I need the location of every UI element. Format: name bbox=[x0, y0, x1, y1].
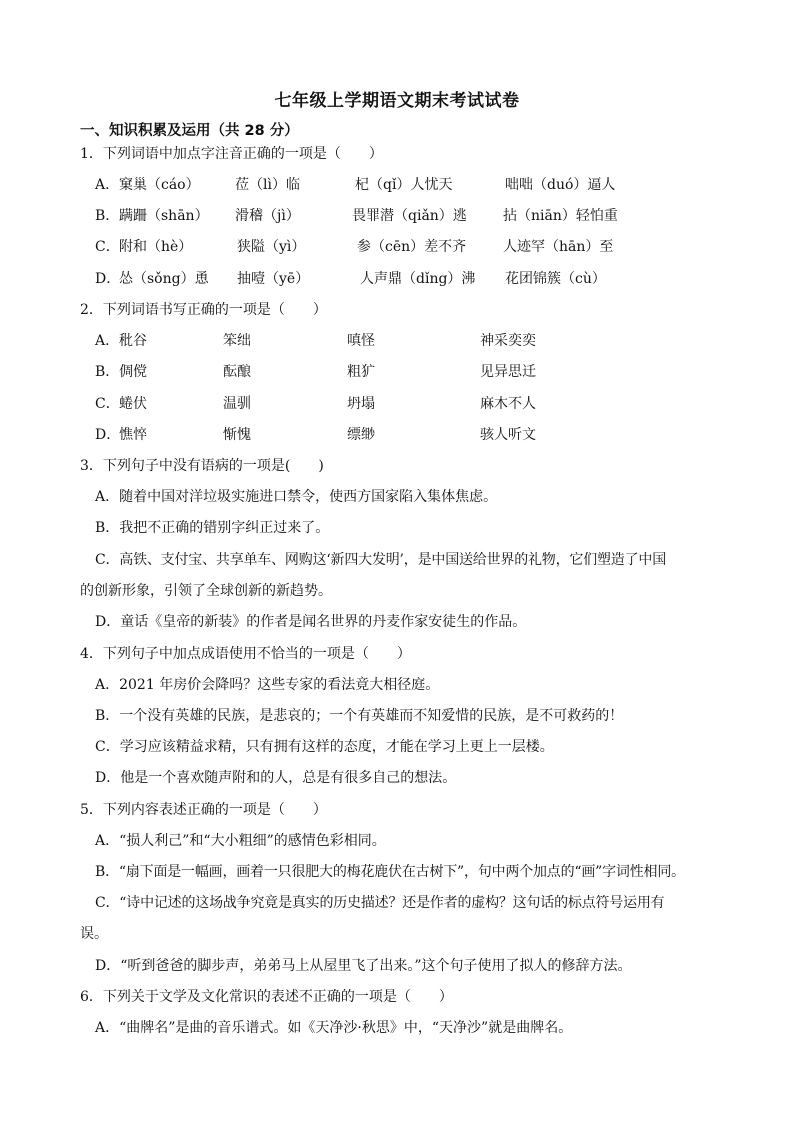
option-cell: 惭愧 bbox=[223, 427, 251, 443]
option-cell: 缥缈 bbox=[347, 427, 375, 443]
option-cell: 杞（qǐ）人忧天 bbox=[355, 177, 453, 193]
question-4-stem: 4．下列句子中加点成语使用不恰当的一项是（ ） bbox=[80, 646, 411, 662]
question-5-option-a: A．“损人利己”和“大小粗细”的感情色彩相同。 bbox=[95, 833, 386, 849]
option-cell: 秕谷 bbox=[119, 333, 147, 349]
option-label: B． bbox=[95, 208, 120, 224]
option-cell: 抽噎（yē） bbox=[237, 271, 310, 287]
question-4-option-a: A．2021 年房价会降吗？这些专家的看法竟大相径庭。 bbox=[95, 677, 440, 693]
section-heading: 一、知识积累及运用（共 28 分） bbox=[80, 123, 299, 139]
option-cell: 参（cēn）差不齐 bbox=[357, 239, 467, 255]
option-label: D． bbox=[95, 271, 121, 287]
option-cell: 神采奕奕 bbox=[480, 333, 536, 349]
question-4-option-b: B．一个没有英雄的民族，是悲哀的；一个有英雄而不知爱惜的民族，是不可救药的！ bbox=[95, 708, 624, 724]
option-label: C． bbox=[95, 396, 120, 412]
question-6-stem: 6．下列关于文学及文化常识的表述不正确的一项是（ ） bbox=[80, 989, 453, 1005]
option-cell: 人声鼎（dǐng）沸 bbox=[360, 271, 476, 287]
option-cell: 见异思迁 bbox=[480, 364, 536, 380]
option-cell: 花团锦簇（cù） bbox=[505, 271, 606, 287]
question-5-stem: 5．下列内容表述正确的一项是（ ） bbox=[80, 802, 327, 818]
question-5-option-c-cont: 误。 bbox=[80, 926, 108, 942]
question-3-stem: 3．下列句子中没有语病的一项是( ) bbox=[80, 458, 324, 474]
option-cell: 畏罪潜（qiǎn）逃 bbox=[352, 208, 467, 224]
option-cell: 憔悴 bbox=[119, 427, 147, 443]
question-5-option-d: D．“听到爸爸的脚步声，弟弟马上从屋里飞了出来。”这个句子使用了拟人的修辞方法。 bbox=[95, 958, 632, 974]
question-3-option-c-cont: 的创新形象，引领了全球创新的新趋势。 bbox=[80, 583, 332, 599]
page-title: 七年级上学期语文期末考试试卷 bbox=[274, 91, 520, 111]
question-5-option-c: C．“诗中记述的这场战争究竟是真实的历史描述？还是作者的虚构？这句话的标点符号运用有 bbox=[95, 895, 665, 911]
option-cell: 莅（lì）临 bbox=[235, 177, 300, 193]
option-cell: 蹒跚（shān） bbox=[119, 208, 209, 224]
option-label: D． bbox=[95, 427, 121, 443]
option-label: A． bbox=[95, 177, 120, 193]
option-cell: 温驯 bbox=[223, 396, 251, 412]
option-cell: 怂（sǒng）恿 bbox=[119, 271, 209, 287]
option-cell: 笨绌 bbox=[223, 333, 251, 349]
question-2-stem: 2．下列词语书写正确的一项是（ ） bbox=[80, 302, 327, 318]
option-cell: 粗犷 bbox=[347, 364, 375, 380]
option-label: A． bbox=[95, 333, 120, 349]
option-cell: 拈（niān）轻怕重 bbox=[503, 208, 618, 224]
question-1-stem: 1．下列词语中加点字注音正确的一项是（ ） bbox=[80, 146, 383, 162]
option-cell: 坍塌 bbox=[347, 396, 375, 412]
question-4-option-c: C．学习应该精益求精，只有拥有这样的态度，才能在学习上更上一层楼。 bbox=[95, 739, 554, 755]
option-cell: 窠巢（cáo） bbox=[119, 177, 200, 193]
option-cell: 酝酿 bbox=[223, 364, 251, 380]
option-label: C． bbox=[95, 239, 120, 255]
option-cell: 狭隘（yì） bbox=[237, 239, 306, 255]
option-cell: 人迹罕（hān）至 bbox=[503, 239, 614, 255]
question-4-option-d: D．他是一个喜欢随声附和的人，总是有很多自己的想法。 bbox=[95, 770, 457, 786]
option-cell: 蜷伏 bbox=[119, 396, 147, 412]
option-cell: 骇人听文 bbox=[480, 427, 536, 443]
option-label: B． bbox=[95, 364, 120, 380]
question-5-option-b: B．“扇下面是一幅画，画着一只很肥大的梅花鹿伏在古树下”，句中两个加点的“画”字词性相同。 bbox=[95, 864, 685, 880]
option-cell: 咄咄（duó）逼人 bbox=[505, 177, 616, 193]
option-cell: 嗔怪 bbox=[347, 333, 375, 349]
option-cell: 滑稽（jì） bbox=[235, 208, 300, 224]
question-3-option-b: B．我把不正确的错别字纠正过来了。 bbox=[95, 520, 330, 536]
question-3-option-c: C．高铁、支付宝、共享单车、网购这‘新四大发明’，是中国送给世界的礼物，它们塑造了中国 bbox=[95, 552, 667, 568]
option-cell: 麻木不人 bbox=[480, 396, 536, 412]
option-cell: 附和（hè） bbox=[119, 239, 193, 255]
question-3-option-a: A．随着中国对洋垃圾实施进口禁令，使西方国家陷入集体焦虑。 bbox=[95, 489, 498, 505]
question-6-option-a: A．“曲牌名”是曲的音乐谱式。如《天净沙·秋思》中，“天净沙”就是曲牌名。 bbox=[95, 1020, 573, 1036]
question-3-option-d: D．童话《皇帝的新装》的作者是闻名世界的丹麦作家安徒生的作品。 bbox=[95, 614, 527, 630]
option-cell: 倜傥 bbox=[119, 364, 147, 380]
